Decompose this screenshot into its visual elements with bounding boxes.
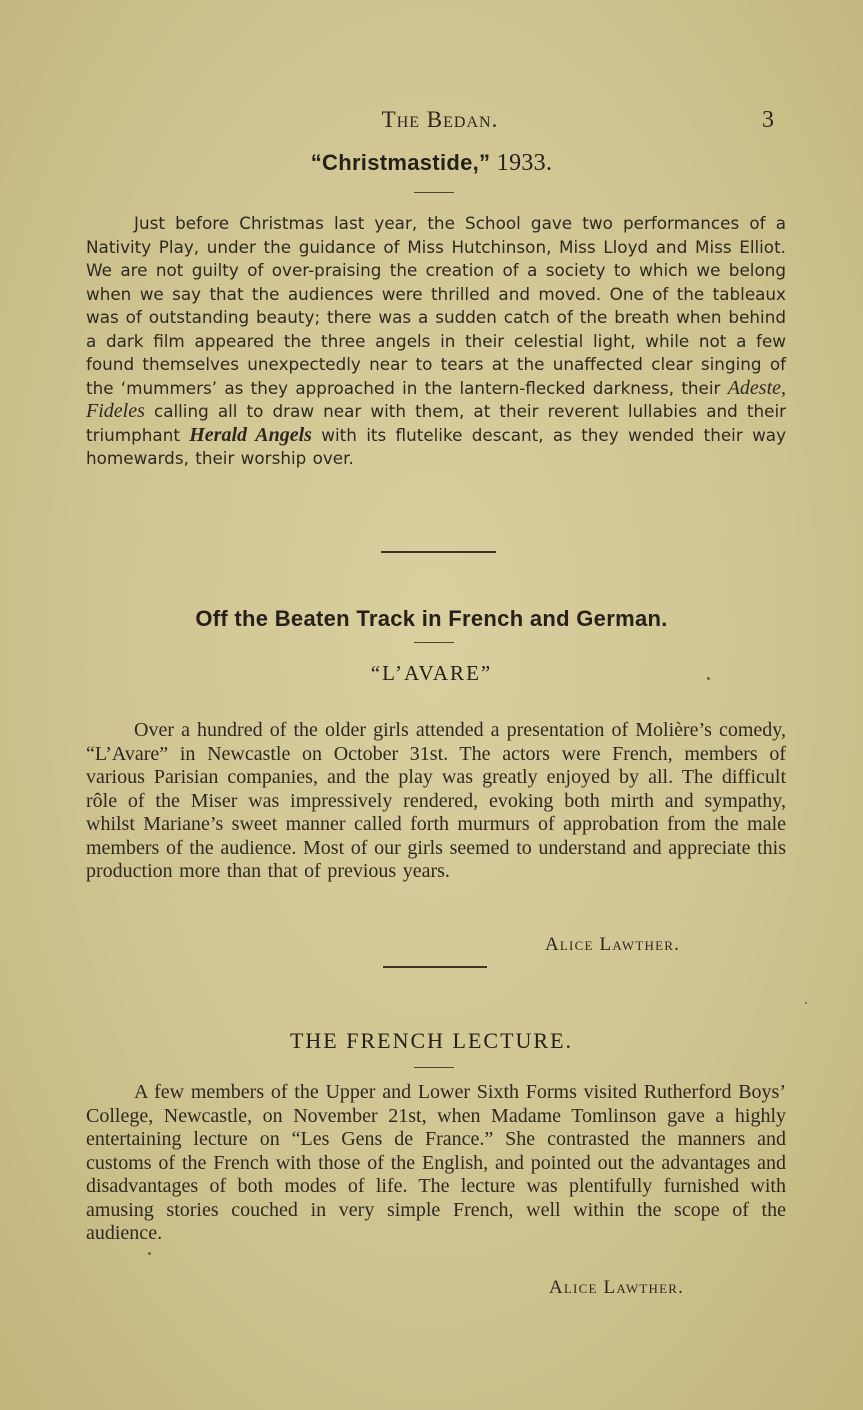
body-part-3: with its flutelike descant, as they wended their way homewards, their worship over. bbox=[86, 424, 787, 468]
section-divider bbox=[383, 966, 487, 968]
section-divider bbox=[381, 551, 496, 553]
author-signature: Alice Lawther. bbox=[549, 1277, 685, 1298]
paper-speck bbox=[148, 1252, 151, 1255]
article-title-christmastide bbox=[0, 150, 863, 177]
article-body-christmastide bbox=[86, 212, 786, 471]
subtitle-lavare: “L’AVARE” bbox=[370, 661, 493, 685]
body-lavare-text: Over a hundred of the older girls attended a presentation of Molière’s comedy, “L’Avare” in Newcastle on October 31st. The actors were French, members of various Parisian companies, and the play was greatly enjoyed by all. The difficult rôle of the Miser was impressively rendered, evoking both mirth and sympathy, whilst Mariane’s sweet manner called forth murmurs of approbation from the male members of the audience. Most of our girls seemed to understand and appreciate this production more than that of previous years. bbox=[86, 719, 786, 882]
body-lecture-text: A few members of the Upper and Lower Sixth Forms visited Rutherford Boys’ College, Newcastle, on November 21st, when Madame Tomlinson gave a highly entertaining lecture on “Les Gens de France.” She contrasted the manners and customs of the French with those of the English, and pointed out the advantages and disadvantages of both modes of life. The lecture was plentifully furnished with amusing stories couched in very simple French, well within the scope of the audience. bbox=[86, 1081, 786, 1244]
article-body-french-lecture bbox=[86, 1081, 786, 1246]
running-head bbox=[0, 107, 863, 137]
title-rule bbox=[414, 1067, 454, 1068]
article-title-french-lecture: THE FRENCH LECTURE. bbox=[289, 1028, 574, 1053]
title-rule bbox=[414, 642, 454, 643]
paper-speck bbox=[805, 1002, 807, 1004]
title-rule bbox=[414, 192, 454, 193]
body-part-2: calling all to draw near with them, at their reverent lullabies and their triumphant bbox=[86, 401, 786, 445]
article-title-year: 1933. bbox=[496, 150, 553, 176]
page-number: 3 bbox=[762, 107, 774, 133]
paper-speck bbox=[707, 677, 710, 680]
journal-name: The Bedan. bbox=[381, 107, 499, 132]
article-body-lavare bbox=[86, 719, 786, 884]
section-title-off-beaten-track: Off the Beaten Track in French and German. bbox=[195, 606, 668, 631]
italic-title-adeste: Adeste, Fideles bbox=[86, 376, 786, 422]
article-title-text: “Christmastide,” bbox=[310, 150, 491, 175]
body-part-1: Just before Christmas last year, the School gave two performances of a Nativity Play, under the guidance of Miss Hutchinson, Miss Lloyd and Miss Elliot. We are not guilty of over-praising the creation of a society to which we belong when we say that the audiences were thrilled and moved. One of the tableaux was of outstanding beauty; there was a sudden catch of the breath when behind a dark film appeared the three angels in their celestial light, while not a few found themselves unexpectedly near to tears at the unaffected clear singing of the ‘mummers’ as they approached in the lantern-flecked darkness, their bbox=[86, 213, 786, 398]
author-signature: Alice Lawther. bbox=[545, 934, 681, 955]
italic-title-herald: Herald Angels bbox=[189, 423, 312, 446]
